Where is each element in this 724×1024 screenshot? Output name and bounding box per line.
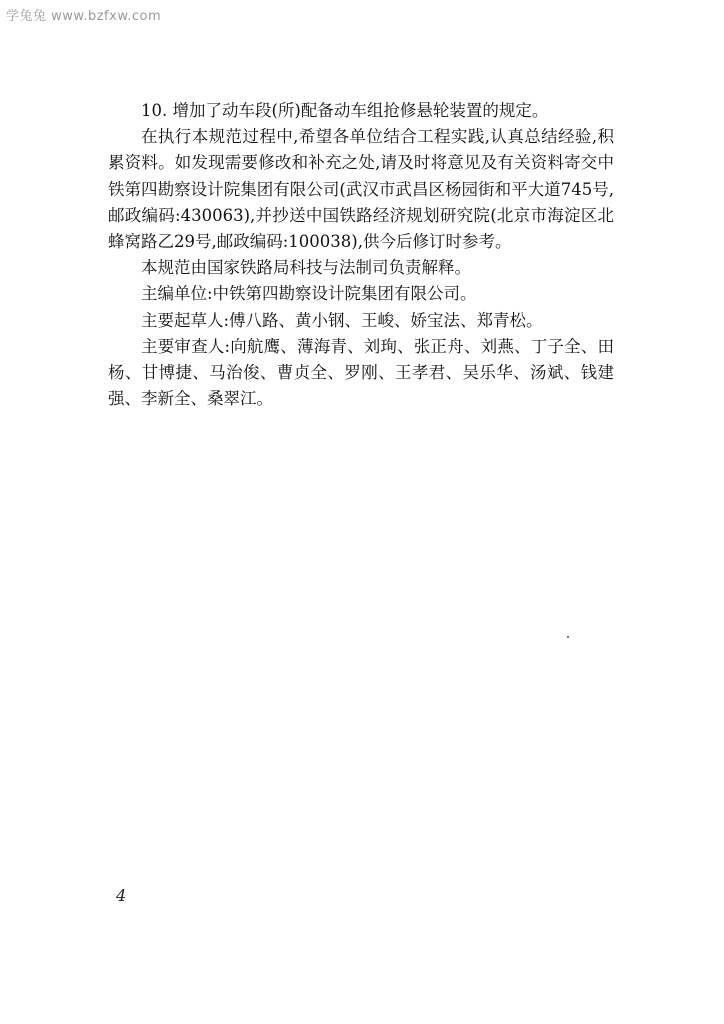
paragraph-main-drafters: 主要起草人:傅八路、黄小钢、王峻、娇宝法、郑青松。 <box>141 310 543 330</box>
page-number: 4 <box>116 886 127 905</box>
watermark-text: 学兔兔 www.bzfxw.com <box>6 9 162 24</box>
paragraph-item-10: 10. 增加了动车段(所)配备动车组抢修悬轮装置的规定。 <box>141 101 549 120</box>
document-body <box>108 98 614 412</box>
paragraph-chief-editor-unit: 主编单位:中铁第四勘察设计院集团有限公司。 <box>141 284 477 304</box>
paragraph-interpretation: 本规范由国家铁路局科技与法制司负责解释。 <box>141 258 471 278</box>
paragraph-implementation-note: 在执行本规范过程中,希望各单位结合工程实践,认真总结经验,积累资料。如发现需要修改和补充之处,请及时将意见及有关资料寄交中铁第四勘察设计院集团有限公司(武汉市武昌区杨园街和平大道745号,邮政编码:430063),并抄送中国铁路经济规划研究院(北京市海淀区北蜂窝路乙29号,邮政编码:100038),供今后修订时参考。 <box>108 127 614 252</box>
paragraph-main-reviewers: 主要审查人:向航鹰、薄海青、刘珣、张正舟、刘燕、丁子全、田杨、甘博捷、马治俊、曹贞全、罗刚、王孝君、吴乐华、汤斌、钱建强、李新全、桑翠江。 <box>108 336 614 409</box>
scan-speck <box>567 636 569 638</box>
